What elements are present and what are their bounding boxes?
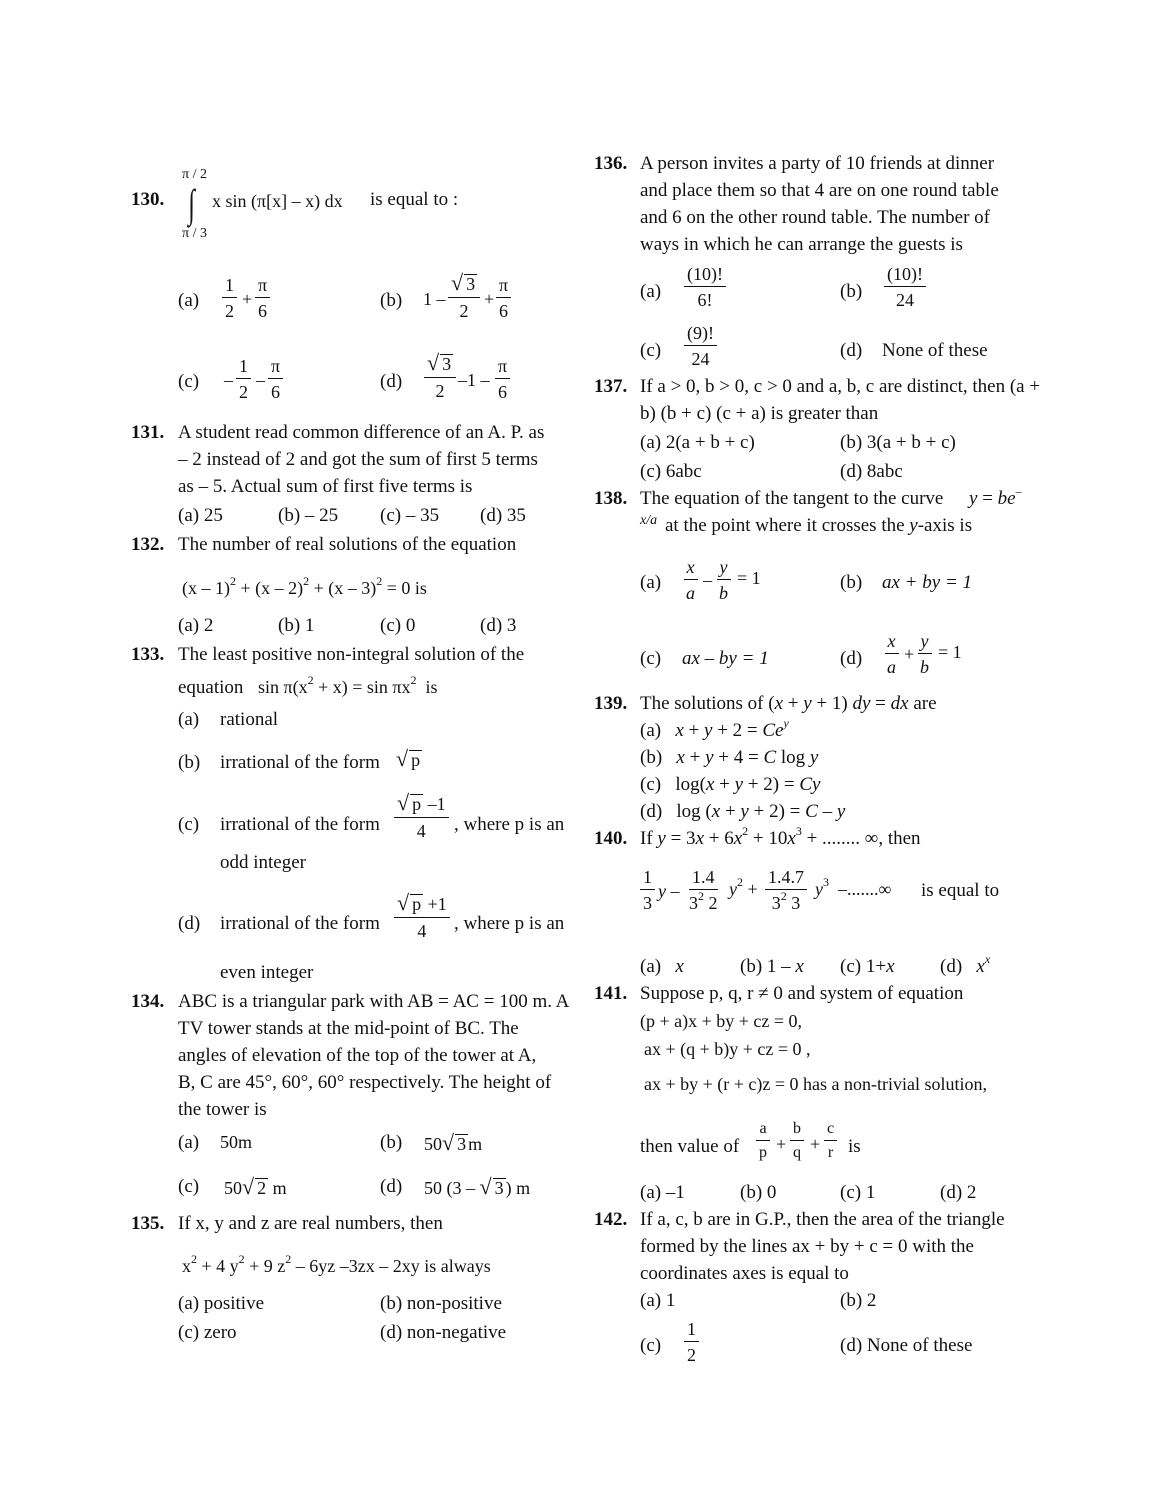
q134-option-b-label: (b) bbox=[380, 1132, 403, 1153]
q136-option-c-label: (c) bbox=[640, 340, 662, 361]
q141-frac-b-q: $\frac{b}{q}$ bbox=[790, 1121, 804, 1161]
q137-number: 137. bbox=[594, 376, 628, 397]
q132-option-b: (b) 1 bbox=[278, 615, 315, 636]
q139-option-a: (a) $x + y + 2 = Ce^y$ bbox=[640, 716, 789, 741]
q138-line-2: at the point where it crosses the y-axis is bbox=[665, 515, 973, 536]
q133-option-c-label: (c) bbox=[178, 814, 200, 835]
q138-option-c: ax – by = 1 bbox=[682, 648, 769, 669]
q130-number: 130. bbox=[131, 189, 165, 210]
q133-option-d: irrational of the form bbox=[220, 913, 380, 934]
q131-option-a: (a) 25 bbox=[178, 505, 223, 526]
q135-number: 135. bbox=[131, 1213, 165, 1234]
q141-option-a: (a) –1 bbox=[640, 1182, 685, 1203]
q140-option-a: (a) x bbox=[640, 956, 684, 977]
q130-c-frac2: $\frac{\pi}{6}$ bbox=[268, 357, 283, 401]
q139-line-1: The solutions of (x + y + 1) dy = dx are bbox=[640, 693, 937, 714]
q133-option-b-label: (b) bbox=[178, 752, 201, 773]
q140-frac3: $\frac{1.4.7}{3^2 3}$ bbox=[765, 868, 807, 912]
q140-option-d: (d) $x^x$ bbox=[940, 952, 991, 977]
q133-option-a: rational bbox=[220, 709, 279, 730]
q138-line-1: The equation of the tangent to the curve bbox=[640, 488, 944, 509]
q131-line-1: A student read common difference of an A. P. as bbox=[178, 422, 545, 443]
q142-option-b: (b) 2 bbox=[840, 1290, 877, 1311]
q138-number: 138. bbox=[594, 488, 628, 509]
q131-option-d: (d) 35 bbox=[480, 505, 526, 526]
q130-option-a-label: (a) bbox=[178, 290, 200, 311]
q142-number: 142. bbox=[594, 1209, 628, 1230]
q136-option-a-label: (a) bbox=[640, 281, 662, 302]
q131-option-c: (c) – 35 bbox=[380, 505, 440, 526]
q142-line-3: coordinates axes is equal to bbox=[640, 1263, 849, 1284]
q137-line-2: b) (b + c) (c + a) is greater than bbox=[640, 403, 879, 424]
q141-option-c: (c) 1 bbox=[840, 1182, 876, 1203]
q136-option-b-frac: $\frac{(10)!}{24}$ bbox=[884, 265, 926, 309]
q136-option-d: None of these bbox=[882, 340, 988, 361]
q133-number: 133. bbox=[131, 644, 165, 665]
q131-line-3: as – 5. Actual sum of first five terms is bbox=[178, 476, 473, 497]
q130-c-frac1: $\frac{1}{2}$ bbox=[236, 357, 251, 401]
q141-option-d: (d) 2 bbox=[940, 1182, 977, 1203]
q134-line-4: B, C are 45°, 60°, 60° respectively. The height of bbox=[178, 1072, 552, 1093]
q142-option-c-label: (c) bbox=[640, 1335, 662, 1356]
q133-option-d-label: (d) bbox=[178, 913, 201, 934]
q130-integrand: x sin (π[x] – x) dx bbox=[212, 191, 343, 211]
q141-line-2: (p + a)x + by + cz = 0, bbox=[640, 1011, 803, 1031]
q139-option-b: (b) x + y + 4 = C log y bbox=[640, 747, 819, 768]
q131-line-2: – 2 instead of 2 and got the sum of first 5 terms bbox=[178, 449, 538, 470]
q141-number: 141. bbox=[594, 983, 628, 1004]
q138-curve: y = be– bbox=[969, 484, 1022, 509]
q136-line-2: and place them so that 4 are on one round table bbox=[640, 180, 999, 201]
q134-option-c-label: (c) bbox=[178, 1176, 200, 1197]
q142-option-c-frac: $\frac{1}{2}$ bbox=[684, 1320, 699, 1364]
q136-option-c-frac: $\frac{(9)!}{24}$ bbox=[684, 324, 717, 368]
q130-stem-tail: is equal to : bbox=[370, 189, 459, 210]
q140-stem-tail: is equal to bbox=[921, 880, 1000, 901]
q139-number: 139. bbox=[594, 693, 628, 714]
q141-frac-c-r: $\frac{c}{r}$ bbox=[824, 1121, 837, 1161]
q137-option-a: (a) 2(a + b + c) bbox=[640, 432, 755, 453]
q136-line-4: ways in which he can arrange the guests is bbox=[640, 234, 963, 255]
q138-option-c-label: (c) bbox=[640, 648, 662, 669]
q138-option-a-label: (a) bbox=[640, 572, 662, 593]
q138-d-frac1: $\frac{x}{a}$ bbox=[884, 632, 899, 676]
q137-option-b: (b) 3(a + b + c) bbox=[840, 432, 956, 453]
q134-option-b: 50√ 3 m bbox=[424, 1130, 483, 1155]
q133-equation: $\sin \pi(x^2 + x) = \sin \pi x^2$ is bbox=[258, 673, 438, 697]
q140-option-c: (c) 1+x bbox=[840, 956, 895, 977]
q134-line-2: TV tower stands at the mid-point of BC. The bbox=[178, 1018, 519, 1039]
q135-expression: $x^2 + 4$ $y^2 + 9$ $z^2 - 6yz$ –3zx – 2xy is always bbox=[182, 1252, 491, 1276]
q141-line-5: then value of bbox=[640, 1136, 740, 1157]
q138-d-frac2: $\frac{y}{b}$ bbox=[917, 632, 932, 676]
q142-line-2: formed by the lines ax + by + c = 0 with the bbox=[640, 1236, 974, 1257]
q136-option-a-frac: $\frac{(10)!}{6!}$ bbox=[684, 265, 726, 309]
q134-number: 134. bbox=[131, 991, 165, 1012]
q138-a-frac1: $\frac{x}{a}$ bbox=[683, 558, 698, 602]
q130-lower-limit: π / 3 bbox=[182, 226, 207, 241]
q138-option-b: ax + by = 1 bbox=[882, 572, 973, 593]
q134-line-1: ABC is a triangular park with AB = AC = 100 m. A bbox=[178, 991, 570, 1012]
q140-stem: If $y = 3x + 6x^2 + 10x^3$ + ........ ∞, then bbox=[640, 824, 921, 849]
q130-a-frac2: $\frac{\pi}{6}$ bbox=[255, 276, 270, 320]
q133-c-frac: $\frac{√ p -1}{4}$ bbox=[394, 792, 449, 840]
q132-line-1: The number of real solutions of the equation bbox=[178, 534, 517, 555]
q140-frac1: $\frac{1}{3}$ bbox=[640, 868, 655, 912]
q133-option-d-tail: , where p is an bbox=[454, 913, 565, 934]
q141-line-1: Suppose p, q, r ≠ 0 and system of equation bbox=[640, 983, 964, 1004]
q139-option-d: (d) log (x + y + 2) = C – y bbox=[640, 801, 846, 822]
q138-option-d-label: (d) bbox=[840, 648, 863, 669]
q130-d-frac2: $\frac{\pi}{6}$ bbox=[495, 357, 510, 401]
q130-option-b-label: (b) bbox=[380, 290, 403, 311]
q136-line-3: and 6 on the other round table. The number of bbox=[640, 207, 990, 228]
q142-option-d: (d) None of these bbox=[840, 1335, 973, 1356]
q132-option-a: (a) 2 bbox=[178, 615, 214, 636]
q135-option-c: (c) zero bbox=[178, 1322, 237, 1343]
q132-number: 132. bbox=[131, 534, 165, 555]
q133-b-sqrt-p: √ p bbox=[396, 746, 421, 771]
q133-line-2: equation bbox=[178, 677, 244, 698]
q134-option-c: 50√ 2 m bbox=[224, 1174, 287, 1199]
q135-line-1: If x, y and z are real numbers, then bbox=[178, 1213, 443, 1234]
q132-option-d: (d) 3 bbox=[480, 615, 517, 636]
q137-option-d: (d) 8abc bbox=[840, 461, 903, 482]
q142-option-a: (a) 1 bbox=[640, 1290, 676, 1311]
q138-exponent: x/a bbox=[640, 513, 658, 528]
q130-d-frac1: $\frac{√ 3}{2}$ bbox=[424, 352, 456, 400]
q141-line-4: ax + by + (r + c)z = 0 has a non-trivial solution, bbox=[644, 1074, 988, 1094]
q133-option-c-tail: , where p is an bbox=[454, 814, 565, 835]
q140-number: 140. bbox=[594, 828, 628, 849]
q141-frac-a-p: $\frac{a}{p}$ bbox=[756, 1121, 770, 1161]
q133-option-c: irrational of the form bbox=[220, 814, 380, 835]
q136-line-1: A person invites a party of 10 friends at dinner bbox=[640, 153, 995, 174]
q133-option-b: irrational of the form bbox=[220, 752, 380, 773]
q134-option-a: 50m bbox=[220, 1132, 253, 1152]
q136-option-b-label: (b) bbox=[840, 281, 863, 302]
q131-number: 131. bbox=[131, 422, 165, 443]
q130-b-frac2: $\frac{\pi}{6}$ bbox=[496, 276, 511, 320]
q132-equation: (x – 1)$^2$ + (x – 2)$^2$ + (x – 3)$^2$ = 0 is bbox=[182, 574, 427, 598]
q130-integral-sign: ∫ bbox=[188, 181, 195, 226]
q141-option-b: (b) 0 bbox=[740, 1182, 777, 1203]
q130-b-frac1: $\frac{√ 3}{2}$ bbox=[448, 272, 480, 320]
q134-option-d-label: (d) bbox=[380, 1176, 403, 1197]
q133-d-frac: $\frac{√ p +1}{4}$ bbox=[394, 892, 450, 940]
q130-upper-limit: π / 2 bbox=[182, 167, 207, 182]
q134-option-a-label: (a) bbox=[178, 1132, 200, 1153]
q135-option-d: (d) non-negative bbox=[380, 1322, 507, 1343]
q130-option-d-label: (d) bbox=[380, 371, 403, 392]
q137-line-1: If a > 0, b > 0, c > 0 and a, b, c are distinct, then (a + bbox=[640, 376, 1041, 397]
q140-option-b: (b) 1 – x bbox=[740, 956, 804, 977]
q138-option-b-label: (b) bbox=[840, 572, 863, 593]
q134-option-d: 50 (3 – √ 3 ) m bbox=[424, 1174, 531, 1199]
q130-a-frac1: $\frac{1}{2}$ bbox=[222, 276, 237, 320]
q140-frac2: $\frac{1.4}{3^2 2}$ bbox=[689, 867, 718, 913]
q130-option-c-label: (c) bbox=[178, 371, 200, 392]
q137-option-c: (c) 6abc bbox=[640, 461, 702, 482]
q132-option-c: (c) 0 bbox=[380, 615, 416, 636]
q135-option-a: (a) positive bbox=[178, 1293, 265, 1314]
q141-line-3: ax + (q + b)y + cz = 0 , bbox=[644, 1039, 811, 1059]
q133-line-1: The least positive non-integral solution of the bbox=[178, 644, 525, 665]
q134-line-5: the tower is bbox=[178, 1099, 267, 1120]
q135-option-b: (b) non-positive bbox=[380, 1293, 502, 1314]
q134-line-3: angles of elevation of the top of the tower at A, bbox=[178, 1045, 537, 1066]
q133-option-d-line2: even integer bbox=[220, 962, 314, 983]
q138-a-frac2: $\frac{y}{b}$ bbox=[716, 558, 731, 602]
q136-option-d-label: (d) bbox=[840, 340, 863, 361]
q131-option-b: (b) – 25 bbox=[278, 505, 339, 526]
q142-line-1: If a, c, b are in G.P., then the area of the triangle bbox=[640, 1209, 1005, 1230]
q133-option-a-label: (a) bbox=[178, 709, 200, 730]
q133-option-c-line2: odd integer bbox=[220, 852, 307, 873]
q136-number: 136. bbox=[594, 153, 628, 174]
q139-option-c: (c) log(x + y + 2) = Cy bbox=[640, 774, 821, 795]
